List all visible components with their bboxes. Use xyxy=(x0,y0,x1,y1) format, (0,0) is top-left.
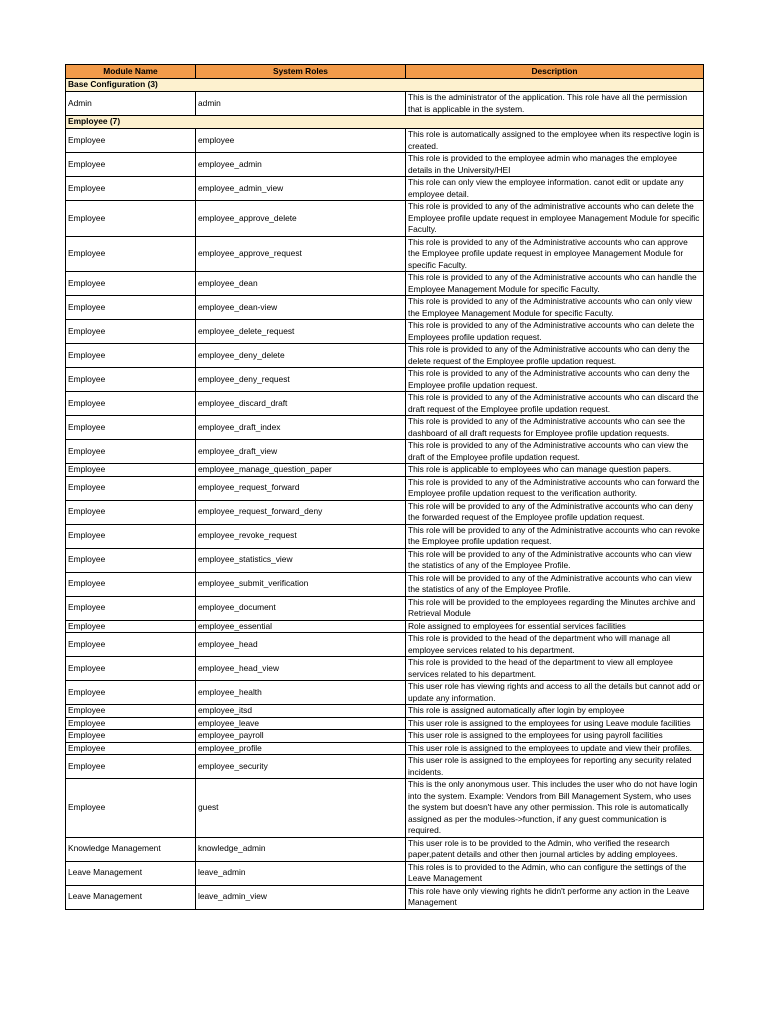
table-row xyxy=(66,885,704,909)
role-cell: employee_payroll xyxy=(196,730,406,743)
description-cell: This role is provided to any of the Administrative accounts who can discard the draft request of the Employee profile updation request. xyxy=(406,392,704,416)
description-cell: This role is provided to the head of the department to view all employee services related to his department. xyxy=(406,657,704,681)
table-row xyxy=(66,596,704,620)
module-cell: Knowledge Management xyxy=(66,837,196,861)
module-cell: Employee xyxy=(66,620,196,633)
description-cell: This role is automatically assigned to the employee when its respective login is created. xyxy=(406,129,704,153)
module-cell: Employee xyxy=(66,201,196,237)
description-cell: This role will be provided to any of the Administrative accounts who can view the statistics of any of the Employee Profile. xyxy=(406,572,704,596)
table-row xyxy=(66,730,704,743)
module-cell: Admin xyxy=(66,92,196,116)
module-cell: Employee xyxy=(66,755,196,779)
role-cell: employee_admin_view xyxy=(196,177,406,201)
role-cell: employee_profile xyxy=(196,742,406,755)
module-cell: Employee xyxy=(66,464,196,477)
table-row xyxy=(66,296,704,320)
table-row xyxy=(66,657,704,681)
module-cell: Employee xyxy=(66,730,196,743)
header-system-roles: System Roles xyxy=(196,65,406,79)
module-cell: Employee xyxy=(66,416,196,440)
table-row xyxy=(66,548,704,572)
module-cell: Employee xyxy=(66,272,196,296)
module-cell: Employee xyxy=(66,681,196,705)
role-cell: employee_delete_request xyxy=(196,320,406,344)
description-cell: This role have only viewing rights he didn't performe any action in the Leave Management xyxy=(406,885,704,909)
role-cell: employee_leave xyxy=(196,717,406,730)
role-cell: employee_itsd xyxy=(196,705,406,718)
table-row xyxy=(66,681,704,705)
table-row xyxy=(66,416,704,440)
description-cell: Role assigned to employees for essential services facilities xyxy=(406,620,704,633)
role-cell: employee_admin xyxy=(196,153,406,177)
table-row xyxy=(66,92,704,116)
table-row xyxy=(66,524,704,548)
description-cell: This role is provided to the head of the department who will manage all employee services related to his department. xyxy=(406,633,704,657)
description-cell: This is the only anonymous user. This includes the user who do not have login into the system. Example: Vendors from Bill Management System, who uses the system but doesn't have any other permission. This role is automatically assigned as per the modules->function, if any guest communication is required. xyxy=(406,779,704,838)
description-cell: This role will be provided to any of the Administrative accounts who can revoke the Employee profile updation request. xyxy=(406,524,704,548)
table-row xyxy=(66,464,704,477)
role-cell: guest xyxy=(196,779,406,838)
table-row xyxy=(66,440,704,464)
description-cell: This role is provided to any of the Administrative accounts who can handle the Employee Management Module for specific Faculty. xyxy=(406,272,704,296)
role-cell: employee_essential xyxy=(196,620,406,633)
role-cell: employee_statistics_view xyxy=(196,548,406,572)
description-cell: This role is provided to any of the Administrative accounts who can view the draft of the Employee profile updation request. xyxy=(406,440,704,464)
table-row xyxy=(66,837,704,861)
header-module-name: Module Name xyxy=(66,65,196,79)
role-cell: employee_manage_question_paper xyxy=(196,464,406,477)
role-cell: knowledge_admin xyxy=(196,837,406,861)
module-cell: Employee xyxy=(66,742,196,755)
description-cell: This role is provided to any of the Administrative accounts who can delete the Employees profile updation request. xyxy=(406,320,704,344)
table-row xyxy=(66,272,704,296)
description-cell: This role will be provided to the employees regarding the Minutes archive and Retrieval Module xyxy=(406,596,704,620)
table-row xyxy=(66,779,704,838)
module-cell: Employee xyxy=(66,320,196,344)
module-cell: Employee xyxy=(66,153,196,177)
description-cell: This role is applicable to employees who can manage question papers. xyxy=(406,464,704,477)
table-row xyxy=(66,320,704,344)
module-cell: Employee xyxy=(66,779,196,838)
role-cell: employee_submit_verification xyxy=(196,572,406,596)
module-cell: Employee xyxy=(66,368,196,392)
role-cell: employee_discard_draft xyxy=(196,392,406,416)
description-cell: This role is provided to any of the Administrative accounts who can see the dashboard of all draft requests for Employee profile updation requests. xyxy=(406,416,704,440)
module-cell: Employee xyxy=(66,500,196,524)
description-cell: This role will be provided to any of the Administrative accounts who can view the statistics of any of the Employee Profile. xyxy=(406,548,704,572)
description-cell: This role can only view the employee information. canot edit or update any employee detail. xyxy=(406,177,704,201)
module-cell: Employee xyxy=(66,392,196,416)
table-row xyxy=(66,153,704,177)
table-row xyxy=(66,344,704,368)
description-cell: This user role is assigned to the employees for using payroll facilities xyxy=(406,730,704,743)
description-cell: This role is provided to any of the Administrative accounts who can deny the Employee profile updation request. xyxy=(406,368,704,392)
section-row xyxy=(66,79,704,92)
description-cell: This user role is to be provided to the Admin, who verified the research paper,patent details and other then journal articles by adding employees. xyxy=(406,837,704,861)
description-cell: This role is assigned automatically after login by employee xyxy=(406,705,704,718)
table-row xyxy=(66,705,704,718)
section-row xyxy=(66,116,704,129)
module-cell: Employee xyxy=(66,177,196,201)
header-description: Description xyxy=(406,65,704,79)
module-cell: Leave Management xyxy=(66,885,196,909)
table-body xyxy=(66,79,704,910)
module-cell: Leave Management xyxy=(66,861,196,885)
module-cell: Employee xyxy=(66,344,196,368)
role-cell: employee_security xyxy=(196,755,406,779)
role-cell: leave_admin xyxy=(196,861,406,885)
table-row xyxy=(66,368,704,392)
table-row xyxy=(66,742,704,755)
description-cell: This role is provided to any of the Administrative accounts who can only view the Employee Management Module for specific Faculty. xyxy=(406,296,704,320)
role-cell: employee_document xyxy=(196,596,406,620)
role-cell: employee_draft_index xyxy=(196,416,406,440)
role-cell: employee_draft_view xyxy=(196,440,406,464)
role-cell: employee_approve_request xyxy=(196,236,406,272)
section-title: Employee (7) xyxy=(66,116,704,129)
description-cell: This roles is to provided to the Admin, who can configure the settings of the Leave Management xyxy=(406,861,704,885)
role-cell: employee_revoke_request xyxy=(196,524,406,548)
module-cell: Employee xyxy=(66,572,196,596)
table-row xyxy=(66,476,704,500)
role-cell: employee_request_forward xyxy=(196,476,406,500)
description-cell: This user role has viewing rights and access to all the details but cannot add or update any information. xyxy=(406,681,704,705)
section-title: Base Configuration (3) xyxy=(66,79,704,92)
table-row xyxy=(66,861,704,885)
description-cell: This role is provided to any of the Administrative accounts who can deny the delete request of the Employee profile updation request. xyxy=(406,344,704,368)
role-cell: employee xyxy=(196,129,406,153)
description-cell: This role will be provided to any of the Administrative accounts who can deny the forwarded request of the Employee profile updation request. xyxy=(406,500,704,524)
description-cell: This user role is assigned to the employees to update and view their profiles. xyxy=(406,742,704,755)
table-row xyxy=(66,201,704,237)
role-cell: employee_deny_request xyxy=(196,368,406,392)
table-row xyxy=(66,129,704,153)
role-cell: employee_dean xyxy=(196,272,406,296)
module-cell: Employee xyxy=(66,236,196,272)
module-cell: Employee xyxy=(66,596,196,620)
table-header xyxy=(66,65,704,79)
role-cell: admin xyxy=(196,92,406,116)
module-cell: Employee xyxy=(66,717,196,730)
description-cell: This user role is assigned to the employees for reporting any security related incidents. xyxy=(406,755,704,779)
role-cell: employee_head xyxy=(196,633,406,657)
module-cell: Employee xyxy=(66,476,196,500)
table-row xyxy=(66,236,704,272)
role-cell: employee_head_view xyxy=(196,657,406,681)
module-cell: Employee xyxy=(66,705,196,718)
table-row xyxy=(66,500,704,524)
module-cell: Employee xyxy=(66,524,196,548)
description-cell: This role is provided to the employee admin who manages the employee details in the University/HEI xyxy=(406,153,704,177)
module-cell: Employee xyxy=(66,633,196,657)
roles-table xyxy=(65,64,704,910)
role-cell: employee_approve_delete xyxy=(196,201,406,237)
module-cell: Employee xyxy=(66,548,196,572)
table-row xyxy=(66,755,704,779)
table-row xyxy=(66,633,704,657)
description-cell: This is the administrator of the application. This role have all the permission that is applicable in the system. xyxy=(406,92,704,116)
table-row xyxy=(66,620,704,633)
table-row xyxy=(66,717,704,730)
role-cell: employee_health xyxy=(196,681,406,705)
table-row xyxy=(66,392,704,416)
module-cell: Employee xyxy=(66,129,196,153)
table-row xyxy=(66,177,704,201)
table-row xyxy=(66,572,704,596)
module-cell: Employee xyxy=(66,440,196,464)
description-cell: This user role is assigned to the employees for using Leave module facilities xyxy=(406,717,704,730)
role-cell: employee_dean-view xyxy=(196,296,406,320)
module-cell: Employee xyxy=(66,296,196,320)
role-cell: employee_request_forward_deny xyxy=(196,500,406,524)
module-cell: Employee xyxy=(66,657,196,681)
description-cell: This role is provided to any of the administrative accounts who can delete the Employee profile update request in employee Management Module for specific Faculty. xyxy=(406,201,704,237)
header-row xyxy=(66,65,704,79)
role-cell: leave_admin_view xyxy=(196,885,406,909)
description-cell: This role is provided to any of the Administrative accounts who can forward the Employee profile updation request to the verification authority. xyxy=(406,476,704,500)
role-cell: employee_deny_delete xyxy=(196,344,406,368)
description-cell: This role is provided to any of the Administrative accounts who can approve the Employee profile update request in employee Management Module for specific Faculty. xyxy=(406,236,704,272)
